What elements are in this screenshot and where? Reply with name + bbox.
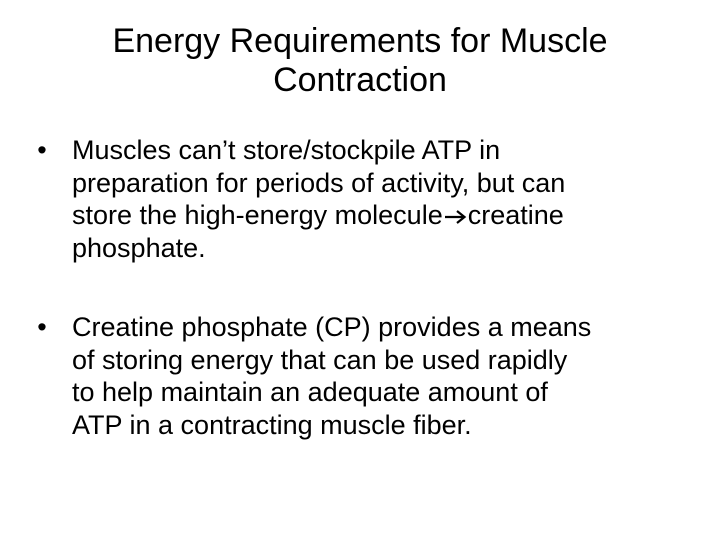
bullet-dot: • — [37, 312, 47, 342]
bullet-2-line-4: ATP in a contracting muscle fiber. — [72, 409, 472, 440]
bullet-2-line-1: Creatine phosphate (CP) provides a means — [72, 312, 592, 342]
bullet-dot: • — [37, 135, 47, 165]
bullet-item-atp-storage — [30, 134, 700, 264]
bullet-2-line-3: to help maintain an adequate amount of — [72, 377, 548, 407]
bullet-1-line-2: preparation for periods of activity, but can — [72, 167, 566, 198]
bullet-1-line-3 — [72, 199, 700, 232]
bullet-list — [30, 134, 700, 441]
bullet-1-line-4: phosphate. — [72, 232, 206, 263]
right-arrow-icon — [444, 209, 467, 225]
slide-title — [36, 22, 684, 100]
bullet-1-line-3-text-a: store the high-energy molecule — [72, 200, 443, 230]
title-line-1: Energy Requirements for Muscle — [112, 22, 608, 60]
bullet-item-creatine-phosphate — [30, 311, 700, 441]
bullet-1-line-1: Muscles can’t store/stockpile ATP in — [72, 135, 501, 165]
bullet-1-line-3-text-b: creatine — [467, 200, 564, 230]
title-line-2: Contraction — [273, 61, 447, 99]
bullet-2-line-2: of storing energy that can be used rapidly — [72, 344, 568, 375]
